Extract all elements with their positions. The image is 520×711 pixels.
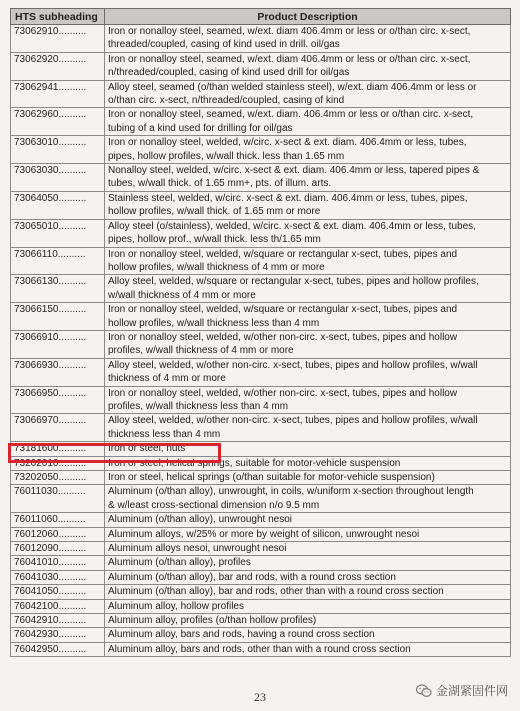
description-cell — [105, 330, 511, 358]
watermark — [416, 682, 508, 699]
description-cell — [105, 358, 511, 386]
hts-code-cell: 73202010.......... — [11, 456, 105, 470]
hts-code-cell: 73065010.......... — [11, 219, 105, 247]
description-cell — [105, 164, 511, 192]
description-line: thickness of 4 mm or more — [108, 373, 226, 385]
description-line: Iron or nonalloy steel, seamed, w/ext. diam 406.4mm or less or o/than circ. x-sect, — [108, 26, 471, 37]
description-cell — [105, 542, 511, 556]
hts-code-cell: 73066110.......... — [11, 247, 105, 275]
description-line: Nonalloy steel, welded, w/circ. x-sect & ext. diam. 406.4mm or less, tapered pipes & — [108, 165, 480, 177]
description-line: & w/least cross-sectional dimension n/o 9.5 mm — [108, 499, 320, 511]
table-row — [11, 303, 511, 331]
description-line: tubes, w/wall thick. of 1.65 mm+, pts. of illum. arts. — [108, 178, 332, 190]
table-row — [11, 247, 511, 275]
hts-code-cell: 73062910.......... — [11, 25, 105, 53]
description-line: pipes, hollow prof., w/wall thick. less th/1.65 mm — [108, 234, 321, 246]
page-number: 23 — [254, 690, 266, 704]
hts-code-cell: 76012090.......... — [11, 542, 105, 556]
description-cell — [105, 275, 511, 303]
hts-code-cell: 76042950.......... — [11, 642, 105, 656]
description-cell — [105, 614, 511, 628]
table-row — [11, 556, 511, 570]
description-line: Alloy steel (o/stainless), welded, w/circ. x-sect & ext. diam. 406.4mm or less, tubes, — [108, 220, 476, 232]
hts-code-cell: 76041050.......... — [11, 585, 105, 599]
table-row — [11, 527, 511, 541]
hts-code-cell: 73063010.......... — [11, 136, 105, 164]
table-row — [11, 164, 511, 192]
description-line: hollow profiles, w/wall thick. of 1.65 mm or more — [108, 206, 321, 218]
hts-code-cell: 73066950.......... — [11, 386, 105, 414]
description-line: Aluminum alloy, bars and rods, having a round cross section — [108, 629, 375, 641]
header-product-description: Product Description — [105, 9, 511, 25]
wechat-icon — [416, 684, 432, 698]
description-cell — [105, 485, 511, 513]
description-line: Iron or nonalloy steel, seamed, w/ext. diam. 406.4mm or less or o/than circ. x-sect, — [108, 109, 474, 121]
hts-code-cell: 76041030.......... — [11, 570, 105, 584]
description-line: Aluminum (o/than alloy), bar and rods, with a round cross section — [108, 571, 396, 583]
table-row — [11, 358, 511, 386]
description-line: Alloy steel, welded, w/other non-circ. x-sect, tubes, pipes and hollow profiles, w/wall — [108, 359, 478, 371]
description-line: Aluminum (o/than alloy), unwrought, in coils, w/uniform x-section throughout length — [108, 486, 474, 498]
document-page — [10, 8, 510, 657]
description-line: Aluminum alloy, bars and rods, other than with a round cross section — [108, 643, 411, 655]
description-line: threaded/coupled, casing of kind used in drill. oil/gas — [108, 39, 340, 51]
table-row — [11, 191, 511, 219]
description-line: Aluminum alloy, hollow profiles — [108, 600, 244, 612]
description-cell — [105, 247, 511, 275]
table-row — [11, 25, 511, 53]
hts-code-cell: 73066130.......... — [11, 275, 105, 303]
hts-code-cell: 73062960.......... — [11, 108, 105, 136]
table-row — [11, 136, 511, 164]
description-line: hollow profiles, w/wall thickness of 4 mm or more — [108, 261, 325, 273]
header-hts-subheading: HTS subheading — [11, 9, 105, 25]
hts-code-cell: 76042910.......... — [11, 614, 105, 628]
description-cell — [105, 108, 511, 136]
table-row — [11, 485, 511, 513]
description-cell — [105, 471, 511, 485]
description-line: Iron or nonalloy steel, welded, w/square or rectangular x-sect, tubes, pipes and — [108, 304, 458, 316]
description-line: Aluminum (o/than alloy), unwrought nesoi — [108, 514, 292, 526]
hts-code-cell: 76011030.......... — [11, 485, 105, 513]
description-cell — [105, 570, 511, 584]
hts-code-cell: 73066150.......... — [11, 303, 105, 331]
description-line: Aluminum alloys nesoi, unwrought nesoi — [108, 543, 287, 555]
hts-code-cell: 76041010.......... — [11, 556, 105, 570]
description-line: Iron or nonalloy steel, welded, w/circ. x-sect & ext. diam. 406.4mm or less, tubes, — [108, 137, 467, 149]
hts-code-cell: 76042100.......... — [11, 599, 105, 613]
description-cell — [105, 585, 511, 599]
description-cell — [105, 628, 511, 642]
hts-code-cell: 76042930.......... — [11, 628, 105, 642]
description-cell — [105, 642, 511, 656]
description-line: profiles, w/wall thickness of 4 mm or more — [108, 345, 294, 357]
hts-code-cell: 76011060.......... — [11, 513, 105, 527]
table-row — [11, 614, 511, 628]
table-row — [11, 642, 511, 656]
table-row — [11, 570, 511, 584]
description-line: Iron or steel, helical springs (o/than suitable for motor-vehicle suspension) — [108, 472, 435, 483]
table-row — [11, 52, 511, 80]
description-cell — [105, 414, 511, 442]
table-header-row — [11, 9, 511, 25]
description-line: o/than circ. x-sect, n/threaded/coupled, casing of kind — [108, 95, 345, 107]
description-line: Stainless steel, welded, w/circ. x-sect & ext. diam. 406.4mm or less, tubes, pipes, — [108, 192, 468, 204]
description-line: Alloy steel, seamed (o/than welded stainless steel), w/ext. diam 406.4mm or less or — [108, 81, 477, 93]
table-row — [11, 330, 511, 358]
hts-code-cell: 73062920.......... — [11, 52, 105, 80]
description-line: pipes, hollow profiles, w/wall thick. less than 1.65 mm — [108, 150, 345, 162]
table-row — [11, 628, 511, 642]
hts-code-cell: 73064050.......... — [11, 191, 105, 219]
table-row — [11, 414, 511, 442]
description-line: Iron or steel, nuts — [108, 443, 186, 455]
hts-code-cell: 76012060.......... — [11, 527, 105, 541]
description-line: thickness less than 4 mm — [108, 428, 221, 440]
description-cell — [105, 303, 511, 331]
table-row — [11, 80, 511, 108]
table-row — [11, 219, 511, 247]
description-line: Alloy steel, welded, w/other non-circ. x-sect, tubes, pipes and hollow profiles, w/wall — [108, 415, 478, 427]
description-cell — [105, 513, 511, 527]
table-row — [11, 585, 511, 599]
table-row — [11, 513, 511, 527]
hts-code-cell: 73181600.......... — [11, 442, 105, 456]
hts-code-cell: 73202050.......... — [11, 471, 105, 485]
table-row — [11, 386, 511, 414]
table-row — [11, 542, 511, 556]
description-cell — [105, 599, 511, 613]
description-cell — [105, 556, 511, 570]
description-line: Aluminum alloy, profiles (o/than hollow profiles) — [108, 615, 317, 627]
description-line: Aluminum (o/than alloy), bar and rods, other than with a round cross section — [108, 586, 444, 598]
hts-code-cell: 73066930.......... — [11, 358, 105, 386]
table-body — [11, 25, 511, 657]
description-line: hollow profiles, w/wall thickness less than 4 mm — [108, 317, 320, 329]
description-cell — [105, 52, 511, 80]
table-row — [11, 275, 511, 303]
description-cell — [105, 191, 511, 219]
description-line: profiles, w/wall thickness less than 4 mm — [108, 400, 289, 412]
description-line: Iron or nonalloy steel, welded, w/other non-circ. x-sect, tubes, pipes and hollow — [108, 387, 458, 399]
hts-code-cell: 73066910.......... — [11, 330, 105, 358]
hts-code-cell: 73063030.......... — [11, 164, 105, 192]
description-line: Iron or nonalloy steel, welded, w/other non-circ. x-sect, tubes, pipes and hollow — [108, 331, 458, 343]
table-row — [11, 108, 511, 136]
description-cell — [105, 219, 511, 247]
description-line: w/wall thickness of 4 mm or more — [108, 289, 256, 301]
hts-code-cell: 73062941.......... — [11, 80, 105, 108]
description-cell — [105, 136, 511, 164]
watermark-text: 金湖紧固件网 — [435, 684, 508, 698]
description-line: tubing of a kind used for drilling for oil/gas — [108, 122, 293, 134]
description-cell — [105, 386, 511, 414]
description-line: Iron or nonalloy steel, welded, w/square or rectangular x-sect, tubes, pipes and — [108, 248, 458, 260]
description-line: n/threaded/coupled, casing of kind used drill for oil/gas — [108, 67, 350, 79]
description-line: Iron or steel, helical springs, suitable for motor-vehicle suspension — [108, 457, 401, 469]
description-cell — [105, 80, 511, 108]
description-line: Aluminum alloys, w/25% or more by weight of silicon, unwrought nesoi — [108, 528, 420, 540]
description-cell — [105, 527, 511, 541]
table-row — [11, 471, 511, 485]
hts-code-cell: 73066970.......... — [11, 414, 105, 442]
description-line: Alloy steel, welded, w/square or rectangular x-sect, tubes, pipes and hollow profiles, — [108, 276, 479, 288]
table-row — [11, 599, 511, 613]
hts-table — [10, 8, 511, 657]
description-line: Iron or nonalloy steel, seamed, w/ext. diam 406.4mm or less or o/than circ. x-sect, — [108, 53, 471, 65]
highlight-box — [8, 443, 221, 463]
description-cell — [105, 25, 511, 53]
description-line: Aluminum (o/than alloy), profiles — [108, 557, 251, 569]
